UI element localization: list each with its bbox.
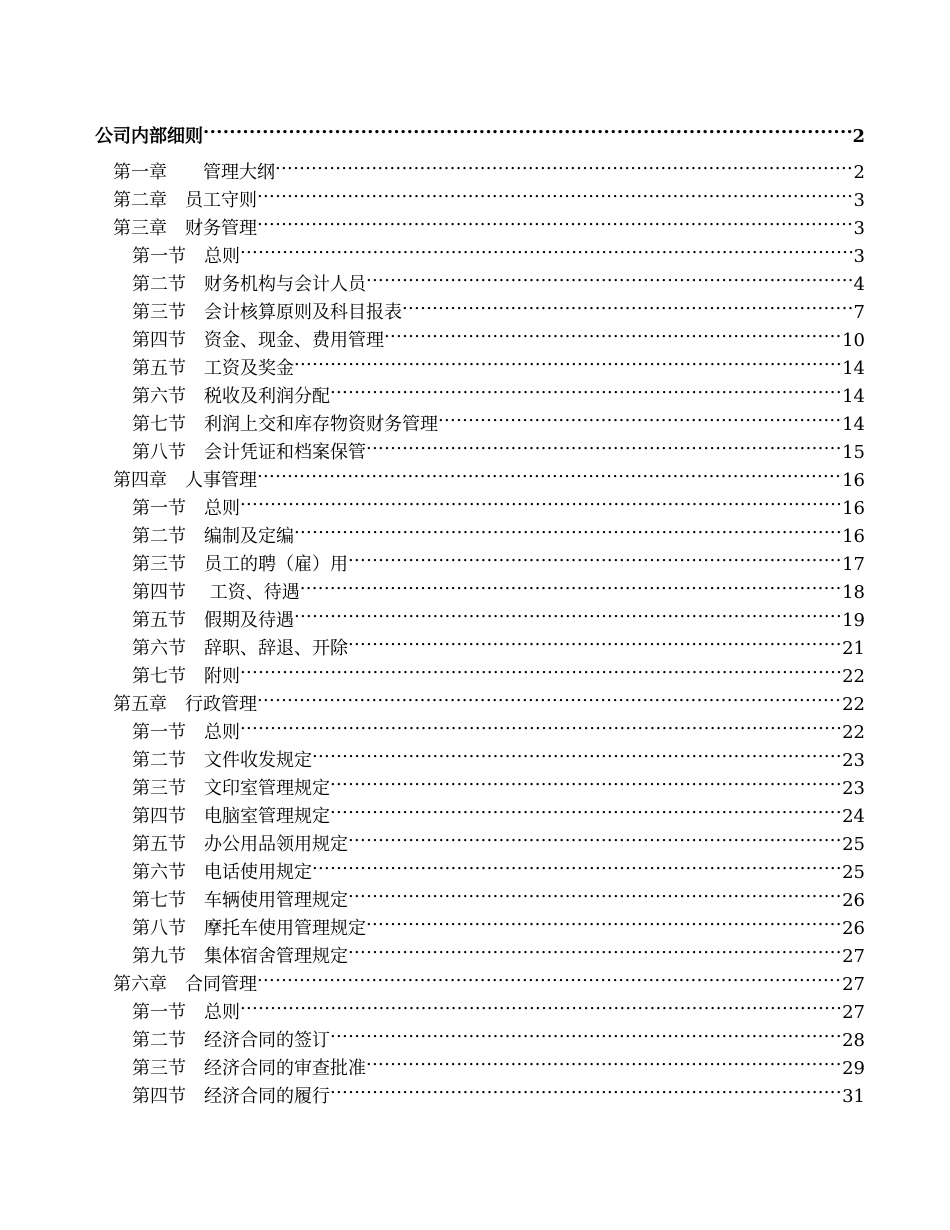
toc-section-entry[interactable] (132, 934, 865, 967)
toc-page-number: 16 (842, 470, 865, 491)
toc-entry-title: 第三章 财务管理 (113, 218, 257, 239)
toc-entry-title: 第二节 编制及定编 (132, 526, 294, 547)
toc-page-number: 31 (842, 1086, 865, 1107)
toc-page-number: 17 (842, 554, 865, 575)
toc-entry-title: 第五节 假期及待遇 (132, 610, 294, 631)
toc-entry-title: 第二节 财务机构与会计人员 (132, 274, 366, 295)
toc-dot-leader (257, 682, 842, 710)
toc-entry-title: 第五节 工资及奖金 (132, 358, 294, 379)
toc-page-number: 16 (842, 498, 865, 519)
toc-section-entry[interactable] (132, 794, 865, 827)
toc-entry-title: 第五节 办公用品领用规定 (132, 834, 348, 855)
toc-page-number: 26 (842, 890, 865, 911)
toc-title-entry[interactable] (95, 114, 865, 147)
toc-chapter-entry[interactable] (113, 682, 865, 715)
toc-dot-leader (366, 906, 842, 934)
toc-dot-leader (330, 374, 842, 402)
toc-entry-title: 第四章 人事管理 (113, 470, 257, 491)
toc-entry-title: 第七节 附则 (132, 666, 240, 687)
toc-section-entry[interactable] (132, 1074, 865, 1107)
toc-page-number: 25 (842, 834, 865, 855)
toc-section-entry[interactable] (132, 1046, 865, 1079)
toc-entry-title: 第一节 总则 (132, 498, 240, 519)
toc-section-entry[interactable] (132, 542, 865, 575)
toc-dot-leader (257, 962, 842, 990)
toc-dot-leader (348, 822, 842, 850)
toc-entry-title: 第四节 经济合同的履行 (132, 1086, 330, 1107)
toc-chapter-entry[interactable] (113, 206, 865, 239)
toc-dot-leader (257, 178, 854, 206)
toc-dot-leader (257, 206, 854, 234)
toc-section-entry[interactable] (132, 486, 865, 519)
toc-entry-title: 第三节 员工的聘（雇）用 (132, 554, 348, 575)
toc-entry-title: 第八节 会计凭证和档案保管 (132, 442, 366, 463)
toc-dot-leader (257, 458, 842, 486)
toc-section-entry[interactable] (132, 318, 865, 351)
toc-page-number: 26 (842, 918, 865, 939)
toc-entry-title: 第一节 总则 (132, 246, 240, 267)
toc-section-entry[interactable] (132, 906, 865, 939)
toc-section-entry[interactable] (132, 1018, 865, 1051)
toc-page-number: 19 (842, 610, 865, 631)
toc-page-number: 16 (842, 526, 865, 547)
toc-dot-leader (438, 402, 842, 430)
toc-entry-title: 第四节 工资、待遇 (132, 582, 300, 603)
toc-page-number: 23 (842, 778, 865, 799)
toc-section-entry[interactable] (132, 738, 865, 771)
toc-dot-leader (240, 990, 842, 1018)
toc-page-number: 22 (842, 694, 865, 715)
toc-section-entry[interactable] (132, 570, 865, 603)
toc-entry-title: 公司内部细则 (95, 126, 203, 147)
toc-entry-title: 第三节 经济合同的审查批准 (132, 1058, 366, 1079)
toc-page-number: 27 (842, 1002, 865, 1023)
toc-dot-leader (366, 430, 842, 458)
toc-section-entry[interactable] (132, 234, 865, 267)
toc-dot-leader (203, 114, 852, 142)
toc-section-entry[interactable] (132, 766, 865, 799)
toc-chapter-entry[interactable] (113, 178, 865, 211)
toc-page-number: 27 (842, 974, 865, 995)
toc-entry-title: 第一章 管理大纲 (113, 162, 275, 183)
toc-entry-title: 第四节 资金、现金、费用管理 (132, 330, 384, 351)
toc-entry-title: 第六章 合同管理 (113, 974, 257, 995)
toc-dot-leader (366, 262, 854, 290)
toc-section-entry[interactable] (132, 710, 865, 743)
toc-entry-title: 第一节 总则 (132, 1002, 240, 1023)
toc-dot-leader (384, 318, 842, 346)
toc-section-entry[interactable] (132, 346, 865, 379)
toc-section-entry[interactable] (132, 430, 865, 463)
toc-section-entry[interactable] (132, 374, 865, 407)
toc-page-number: 14 (842, 386, 865, 407)
toc-dot-leader (348, 542, 842, 570)
toc-page-number: 25 (842, 862, 865, 883)
toc-dot-leader (240, 710, 842, 738)
toc-page-number: 3 (853, 246, 865, 267)
toc-dot-leader (348, 878, 842, 906)
toc-section-entry[interactable] (132, 514, 865, 547)
toc-page-number: 3 (853, 218, 865, 239)
toc-dot-leader (366, 1046, 842, 1074)
toc-page-number: 14 (842, 358, 865, 379)
toc-page-number: 2 (852, 126, 865, 147)
toc-entry-title: 第六节 辞职、辞退、开除 (132, 638, 348, 659)
toc-section-entry[interactable] (132, 878, 865, 911)
toc-entry-title: 第五章 行政管理 (113, 694, 257, 715)
toc-page-number: 24 (842, 806, 865, 827)
toc-dot-leader (300, 570, 842, 598)
toc-dot-leader (312, 738, 842, 766)
toc-dot-leader (402, 290, 854, 318)
toc-section-entry[interactable] (132, 290, 865, 323)
toc-section-entry[interactable] (132, 822, 865, 855)
toc-entry-title: 第二节 经济合同的签订 (132, 1030, 330, 1051)
toc-entry-title: 第三节 文印室管理规定 (132, 778, 330, 799)
toc-entry-title: 第八节 摩托车使用管理规定 (132, 918, 366, 939)
toc-entry-title: 第二章 员工守则 (113, 190, 257, 211)
toc-page-number: 23 (842, 750, 865, 771)
toc-dot-leader (240, 234, 854, 262)
toc-dot-leader (348, 934, 842, 962)
toc-entry-title: 第六节 电话使用规定 (132, 862, 312, 883)
toc-page-number: 14 (842, 414, 865, 435)
toc-page-number: 22 (842, 722, 865, 743)
toc-entry-title: 第六节 税收及利润分配 (132, 386, 330, 407)
toc-section-entry[interactable] (132, 990, 865, 1023)
toc-section-entry[interactable] (132, 402, 865, 435)
toc-dot-leader (275, 150, 854, 178)
toc-entry-title: 第二节 文件收发规定 (132, 750, 312, 771)
toc-dot-leader (294, 598, 842, 626)
toc-section-entry[interactable] (132, 654, 865, 687)
toc-entry-title: 第一节 总则 (132, 722, 240, 743)
toc-dot-leader (294, 346, 842, 374)
toc-page-number: 28 (842, 1030, 865, 1051)
toc-chapter-entry[interactable] (113, 962, 865, 995)
toc-dot-leader (240, 654, 842, 682)
toc-page-number: 2 (853, 162, 865, 183)
toc-dot-leader (294, 514, 842, 542)
toc-dot-leader (330, 766, 842, 794)
toc-section-entry[interactable] (132, 262, 865, 295)
toc-section-entry[interactable] (132, 598, 865, 631)
toc-page-number: 18 (842, 582, 865, 603)
toc-entry-title: 第七节 利润上交和库存物资财务管理 (132, 414, 438, 435)
toc-page-number: 10 (842, 330, 865, 351)
toc-dot-leader (330, 794, 842, 822)
toc-dot-leader (348, 626, 842, 654)
toc-entry-title: 第三节 会计核算原则及科目报表 (132, 302, 402, 323)
toc-section-entry[interactable] (132, 626, 865, 659)
toc-entry-title: 第九节 集体宿舍管理规定 (132, 946, 348, 967)
toc-page-number: 7 (853, 302, 865, 323)
toc-dot-leader (240, 486, 842, 514)
toc-page-number: 15 (842, 442, 865, 463)
toc-page-number: 29 (842, 1058, 865, 1079)
toc-page-number: 22 (842, 666, 865, 687)
toc-page-number: 21 (842, 638, 865, 659)
toc-chapter-entry[interactable] (113, 458, 865, 491)
toc-entry-title: 第四节 电脑室管理规定 (132, 806, 330, 827)
toc-page-number: 27 (842, 946, 865, 967)
toc-page-number: 3 (853, 190, 865, 211)
toc-section-entry[interactable] (132, 850, 865, 883)
toc-dot-leader (312, 850, 842, 878)
toc-chapter-entry[interactable] (113, 150, 865, 183)
toc-dot-leader (330, 1074, 842, 1102)
toc-page-number: 4 (853, 274, 865, 295)
toc-dot-leader (330, 1018, 842, 1046)
toc-entry-title: 第七节 车辆使用管理规定 (132, 890, 348, 911)
